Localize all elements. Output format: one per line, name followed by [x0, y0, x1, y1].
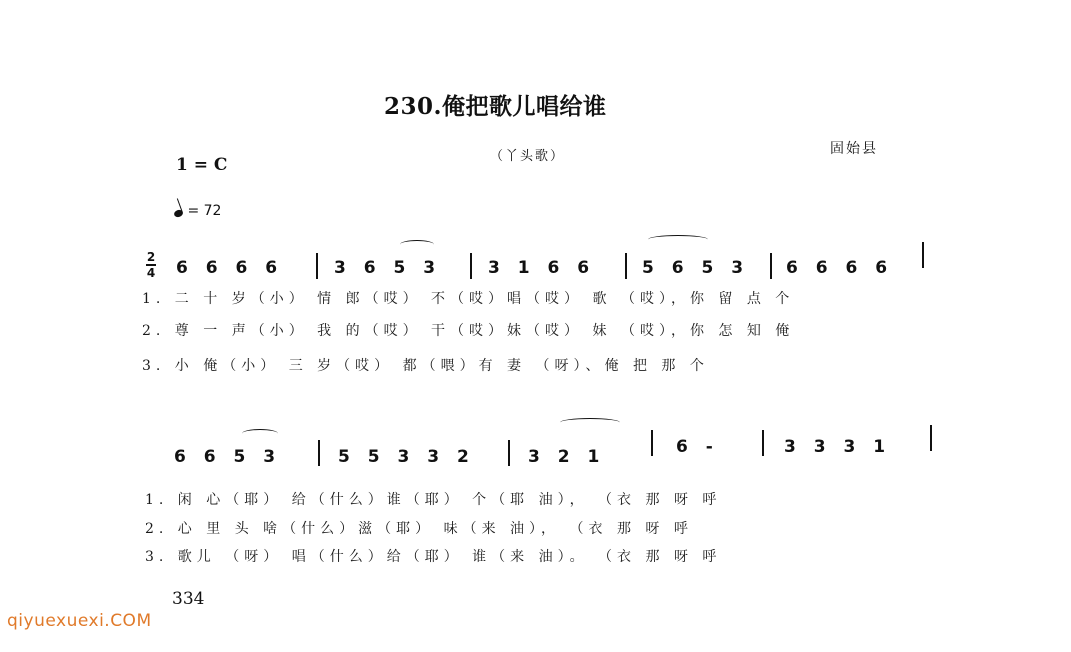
measure: 6 6 6 6 [786, 258, 894, 278]
barline [922, 242, 924, 268]
slur [648, 235, 708, 244]
song-title: 230.俺把歌儿唱给谁 [384, 93, 607, 120]
measure: 3 2 1 [528, 447, 606, 467]
time-signature-bottom: 4 [146, 265, 156, 280]
lyric-line: 3. 小 俺（小） 三 岁（哎） 都（喂）有 妻 （呀）、俺 把 那 个 [142, 358, 709, 374]
key-signature: 1 = C [176, 155, 228, 175]
song-subtitle: （丫头歌） [490, 149, 566, 164]
measure: 5 5 3 3 2 [338, 447, 475, 467]
barline [930, 425, 932, 451]
slur [560, 418, 620, 427]
time-signature-top: 2 [146, 250, 156, 264]
slur [242, 429, 278, 438]
barline [625, 253, 627, 279]
barline [470, 253, 472, 279]
slur [400, 240, 434, 249]
measure: 3 3 3 1 [784, 437, 892, 457]
measure: 3 1 6 6 [488, 258, 596, 278]
barline [770, 253, 772, 279]
time-signature [146, 251, 156, 279]
lyric-line: 1. 闲 心（耶） 给（什么）谁（耶） 个（耶 油）， （衣 那 呀 呼 [145, 492, 722, 508]
measure: 3 6 5 3 [334, 258, 442, 278]
barline [651, 430, 653, 456]
tempo-value: = 72 [187, 203, 222, 219]
lyric-line: 1. 二 十 岁（小） 情 郎（哎） 不（哎）唱（哎） 歌 （哎），你 留 点 个 [142, 291, 795, 307]
tempo-marking [174, 203, 221, 219]
page-number: 334 [172, 589, 205, 609]
barline [316, 253, 318, 279]
barline [318, 440, 320, 466]
measure: 6 - [676, 437, 719, 457]
lyric-line: 3. 歌儿 （呀） 唱（什么）给（耶） 谁（来 油）。 （衣 那 呀 呼 [145, 549, 722, 565]
barline [762, 430, 764, 456]
measure: 6 6 6 6 [176, 258, 284, 278]
song-region: 固始县 [830, 141, 878, 157]
lyric-line: 2. 尊 一 声（小） 我 的（哎） 干（哎）妹（哎） 妹 （哎），你 怎 知 俺 [142, 323, 795, 339]
measure: 6 6 5 3 [174, 447, 282, 467]
lyric-line: 2. 心 里 头 啥（什么）滋（耶） 味（来 油）， （衣 那 呀 呼 [145, 521, 693, 537]
quarter-note-icon [173, 209, 184, 219]
site-watermark: qiyuexuexi.COM [7, 611, 152, 631]
barline [508, 440, 510, 466]
measure: 5 6 5 3 [642, 258, 750, 278]
